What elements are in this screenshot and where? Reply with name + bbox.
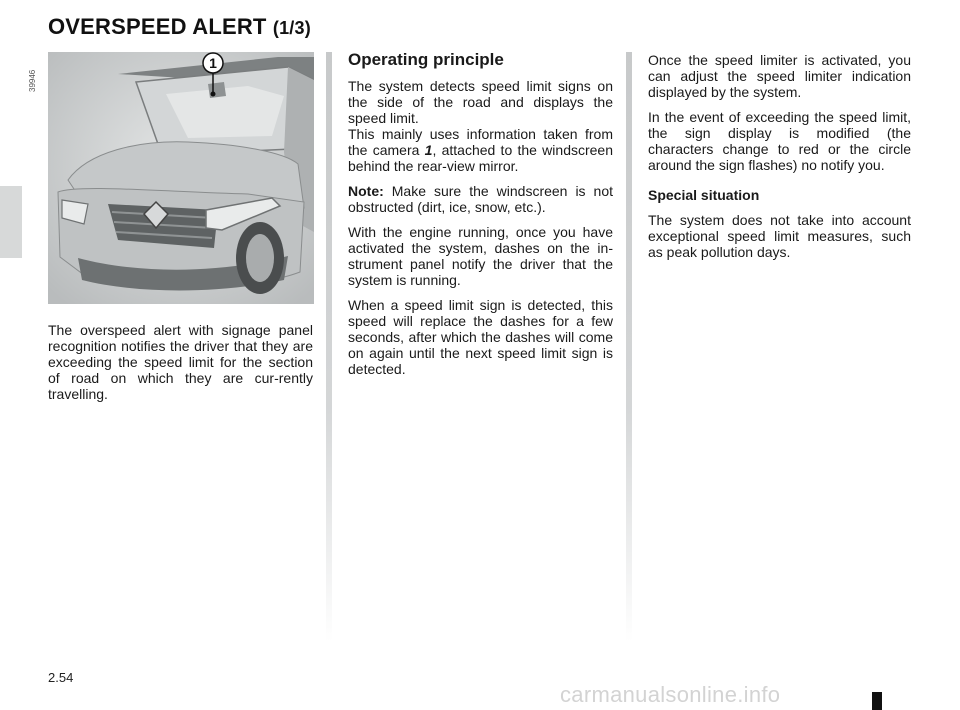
section-tab bbox=[0, 186, 22, 258]
watermark-text: carmanualsonline.info bbox=[560, 682, 781, 707]
operating-paragraph-1b-pre: This mainly uses information taken from the camera bbox=[348, 126, 613, 158]
limiter-paragraph: Once the speed limiter is activated, you can adjust the speed limiter indication displayed by the system. bbox=[648, 52, 911, 100]
title-part: (1/3) bbox=[272, 18, 311, 38]
column-divider-right bbox=[626, 52, 632, 642]
note-paragraph bbox=[348, 183, 613, 215]
camera-callout-number: 1 bbox=[209, 55, 217, 71]
section-heading-special-situation: Special situation bbox=[648, 187, 760, 203]
page-number: 2.54 bbox=[48, 670, 74, 685]
illustration-ref-code: 39946 bbox=[28, 69, 37, 92]
operating-paragraph-2: With the engine running, once you have activated the system, dashes on the in-strument panel notify the driver that the system is running. bbox=[348, 224, 613, 288]
operating-paragraph-3: When a speed limit sign is detected, this speed will replace the dashes for a few seconds, after which the dashes will come on again until the next speed limit sign is detected. bbox=[348, 297, 613, 377]
car-windscreen-camera-illustration bbox=[48, 52, 314, 304]
operating-paragraph-1a: The system detects speed limit signs on the side of the road and displays the speed limit. bbox=[348, 78, 613, 126]
exceeding-paragraph: In the event of exceeding the speed limit, the sign display is modified (the characters change to red or the circle around the sign flashes) no notify you. bbox=[648, 109, 911, 173]
page-corner-marker bbox=[872, 692, 882, 710]
note-text: Make sure the windscreen is not obstructed (dirt, ice, snow, etc.). bbox=[348, 183, 613, 215]
column-continued bbox=[648, 52, 911, 269]
page-title bbox=[48, 14, 311, 40]
column-intro bbox=[48, 322, 313, 411]
operating-paragraph-1b-post: , attached to the windscreen behind the rear-view mirror. bbox=[348, 142, 613, 174]
special-situation-paragraph: The system does not take into account exceptional speed limit measures, such as peak pollution days. bbox=[648, 212, 911, 260]
column-divider-left bbox=[326, 52, 332, 642]
title-text: OVERSPEED ALERT bbox=[48, 14, 267, 39]
operating-paragraph-1 bbox=[348, 78, 613, 174]
camera-reference: 1 bbox=[424, 142, 433, 158]
intro-paragraph: The overspeed alert with signage panel recognition notifies the driver that they are exceeding the speed limit for the section of road on which they are cur-rently travelling. bbox=[48, 322, 313, 402]
note-label: Note: bbox=[348, 183, 384, 199]
column-operating-principle bbox=[348, 52, 613, 386]
section-heading-operating-principle: Operating principle bbox=[348, 50, 504, 69]
